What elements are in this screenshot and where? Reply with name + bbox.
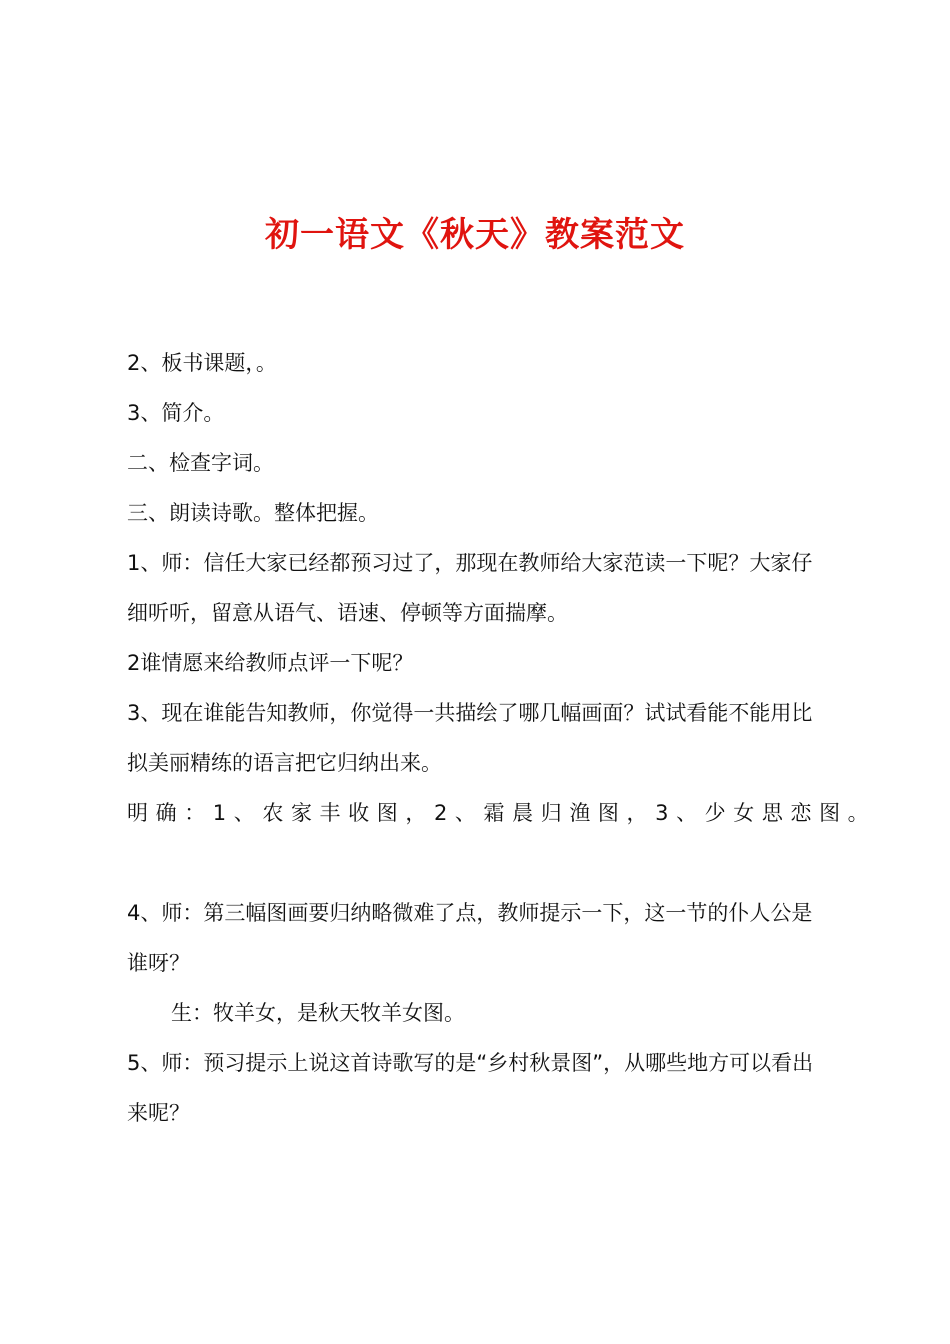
paragraph-student-answer: 生：牧羊女，是秋天牧羊女图。 xyxy=(171,1001,465,1025)
paragraph-rural-autumn: 5、师：预习提示上说这首诗歌写的是“乡村秋景图”，从哪些地方可以看出来呢？ xyxy=(127,1051,814,1125)
document-body xyxy=(127,338,877,1138)
paragraph-introduction: 3、简介。 xyxy=(127,401,225,425)
paragraph-answer-clear: 明确：1、农家丰收图，2、霜晨归渔图，3、少女思恋图。 xyxy=(127,801,877,825)
document-title: 初一语文《秋天》教案范文 xyxy=(265,215,685,255)
blank-line xyxy=(127,838,832,888)
paragraph-teacher-reading: 1、师：信任大家已经都预习过了，那现在教师给大家范读一下呢？大家仔细听听，留意从语气、语速、停顿等方面揣摩。 xyxy=(127,551,813,625)
paragraph-check-words: 二、检查字词。 xyxy=(127,451,274,475)
paragraph-pictures-question: 3、现在谁能告知教师，你觉得一共描绘了哪几幅画面？试试看能不能用比拟美丽精练的语言把它归纳出来。 xyxy=(127,701,813,775)
paragraph-third-picture: 4、师：第三幅图画要归纳略微难了点，教师提示一下，这一节的仆人公是谁呀？ xyxy=(127,901,813,975)
paragraph-read-poem: 三、朗读诗歌。整体把握。 xyxy=(127,501,379,525)
paragraph-board-title: 2、板书课题，。 xyxy=(127,351,277,375)
paragraph-who-comments: 2谁情愿来给教师点评一下呢？ xyxy=(127,651,414,675)
